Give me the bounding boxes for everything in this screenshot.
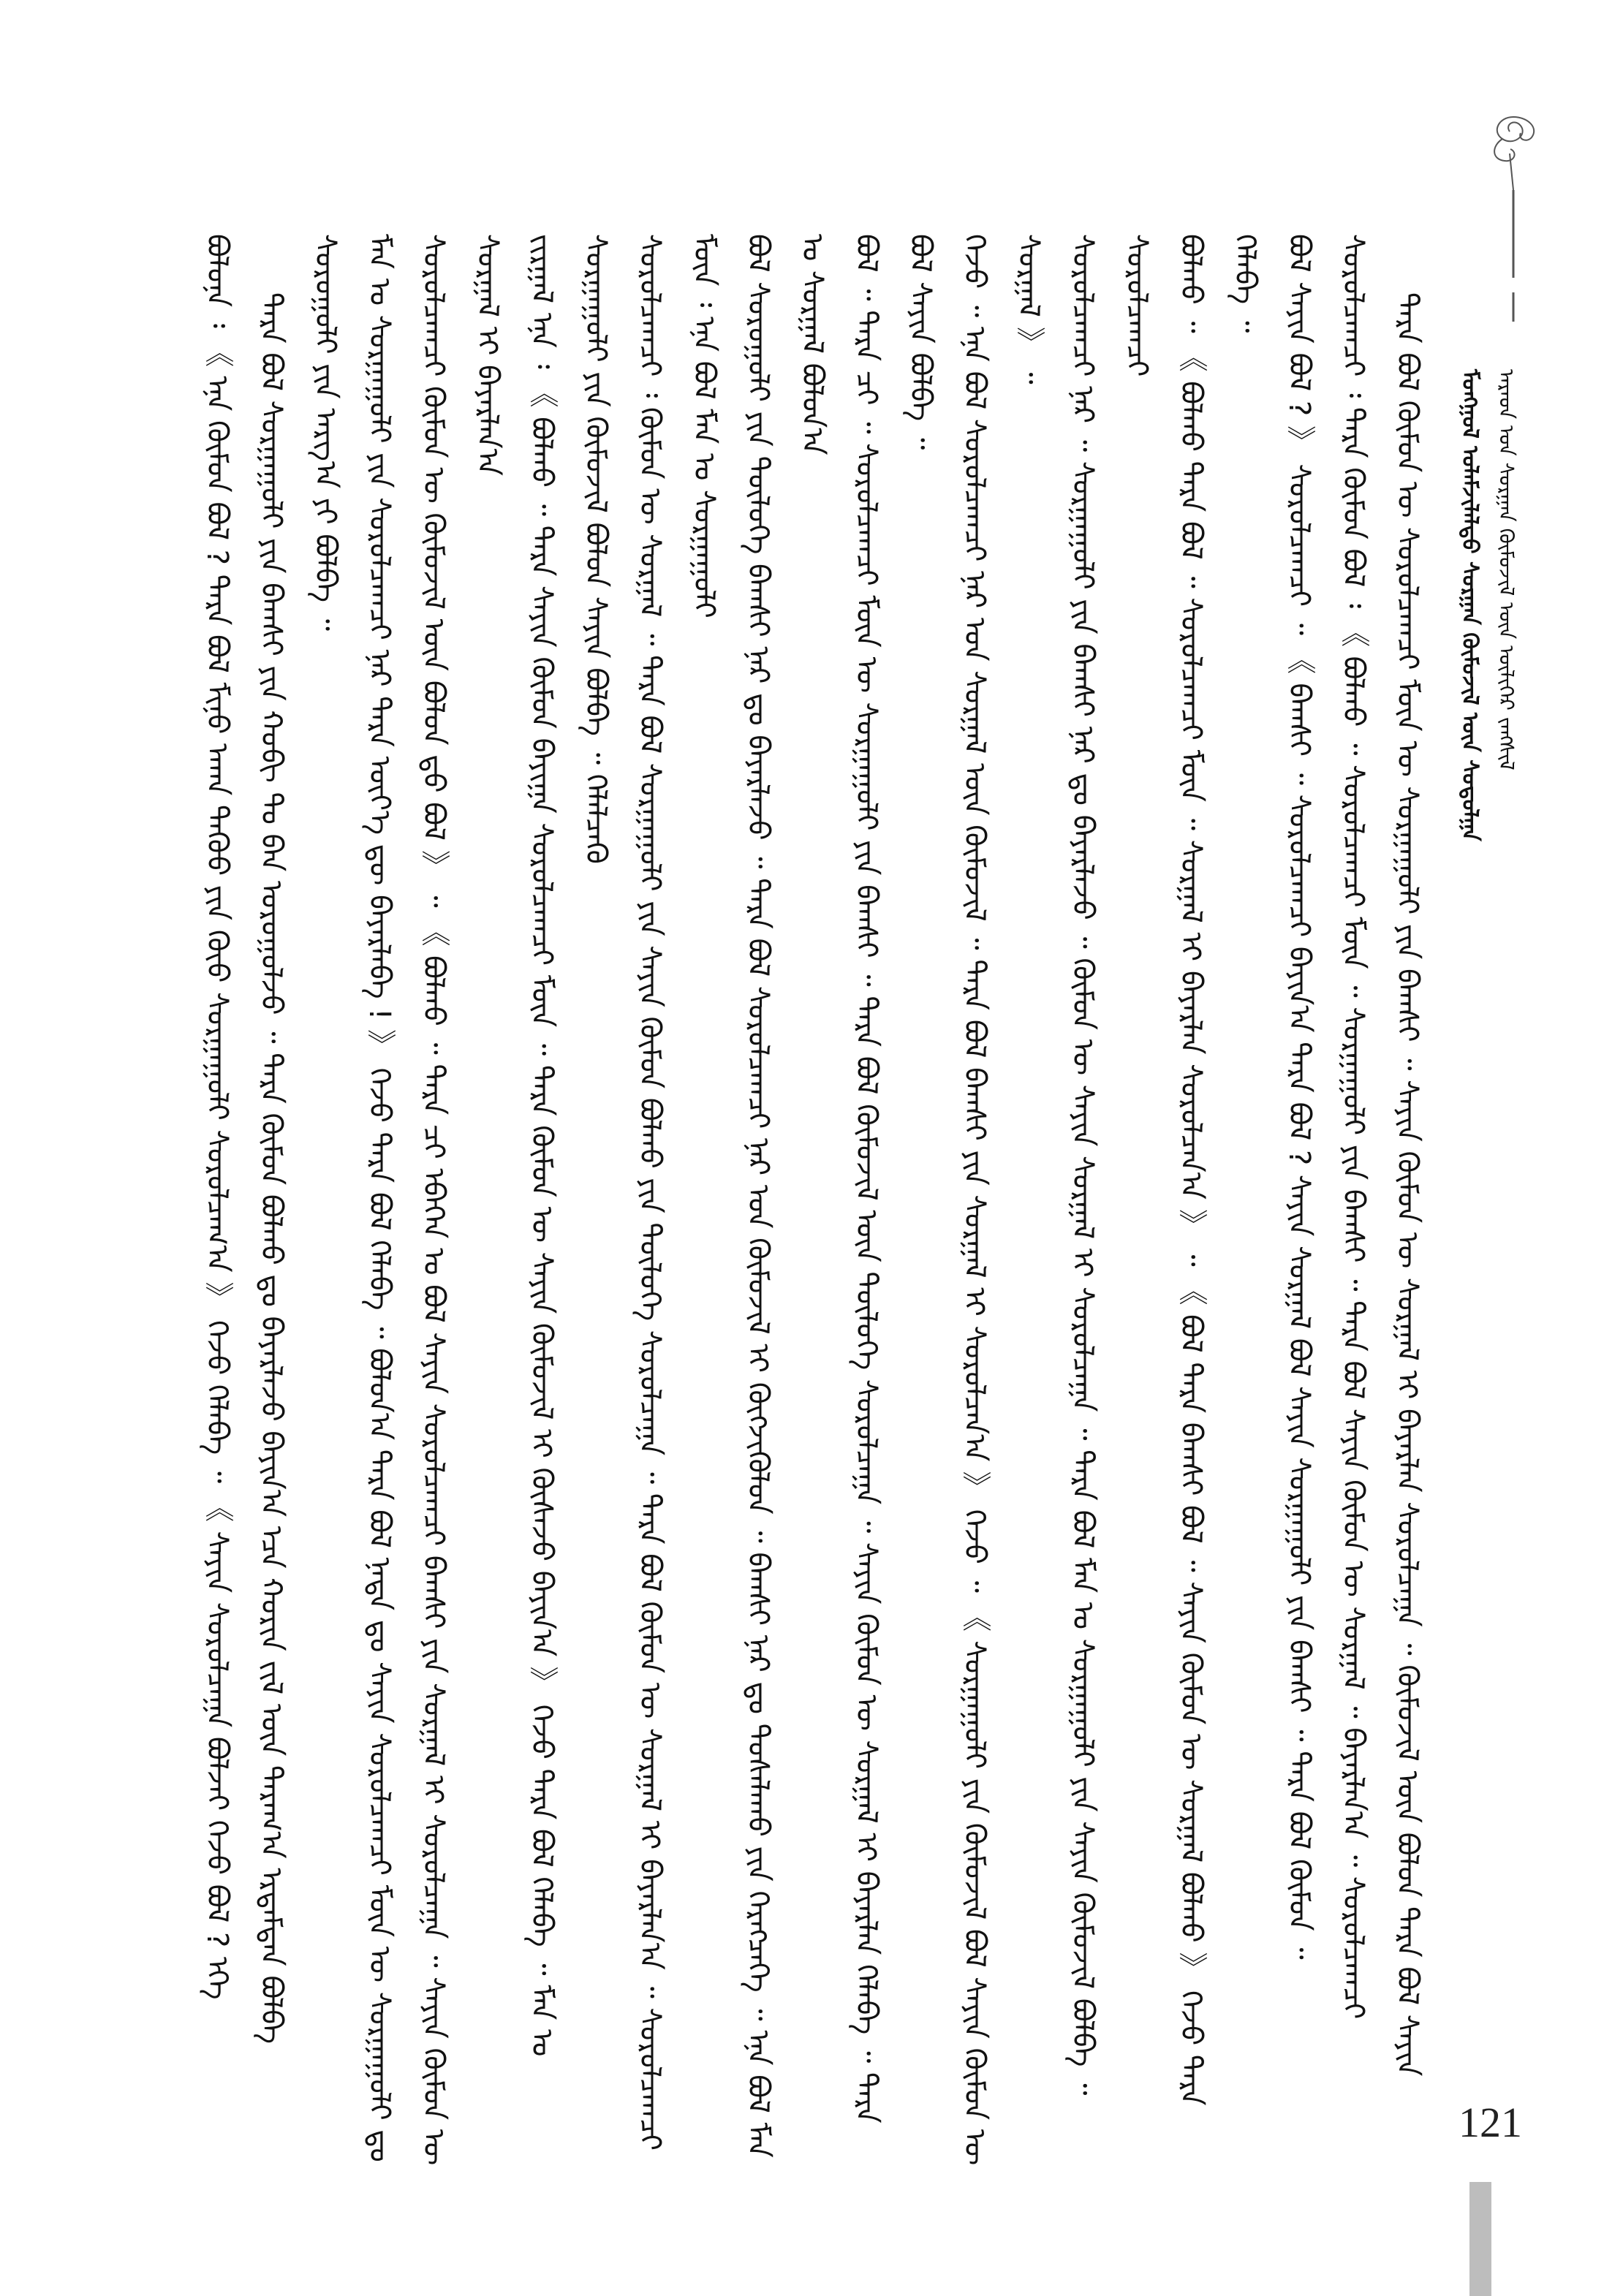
paragraph: ᠲᠡᠷᠡ ᠪᠣᠯ ᠰᠤᠷᠭᠠᠭᠤᠯᠢ ᠶᠢᠨ ᠪᠠᠭᠰᠢ ᠶᠢᠨ ᠬᠤᠪᠢ ᠲᠤ ᠪᠡᠨ ᠣᠷᠤᠭᠤᠯᠵᠤ ᠃ ᠲᠡᠷᠡ ᠬᠦᠮᠦᠨ ᠪᠣᠯᠬᠤ ᠳᠤ ᠪᠠᠶᠠᠷᠯᠠᠵᠤ ᠪᠠᠶᠢᠨ᠎ᠠ ᠡᠴᠡ ᠬᠣᠷᠢᠨ ᠵᠢᠯ ᠦᠨ ᠳᠠᠷᠠᠭ᠎ᠠ ᠡᠷᠳᠡᠮᠲᠡᠨ ᠪᠣᠯᠪᠠ [254, 292, 288, 2045]
body-text [190, 234, 1433, 2171]
paragraph: ᠭᠡᠵᠦ ᠃ ᠡᠨᠡ ᠪᠣᠯ ᠰᠤᠷᠤᠯᠴᠠᠭᠴᠢ ᠨᠠᠷ ᠤᠨ ᠰᠤᠷᠭᠠᠯ ᠦᠨ ᠬᠦᠮᠦᠵᠢᠯ ᠃ ᠲᠡᠷᠡ ᠪᠣᠯ ᠪᠠᠭᠰᠢ ᠶᠢᠨ ᠰᠤᠷᠭᠠᠯ ᠢ ᠰᠤᠷᠤᠯᠴᠠᠨ᠎ᠠ 》 ᠭᠡᠵᠦ ᠃ 《 ᠰᠤᠷᠭᠠᠭᠤᠯᠢ ᠶᠢᠨ ᠬᠦᠮᠦᠵᠢᠯ ᠪᠣᠯ ᠰᠠᠶᠢᠨ ᠬᠦᠮᠦᠨ ᠦ ᠰᠤᠷᠭᠠᠯ 》 ᠃ [958, 234, 1045, 2166]
edge-bar [1469, 2182, 1491, 2296]
header-subtitle: ᠠᠷᠠᠳ ᠤᠨ ᠰᠤᠷᠭᠠᠨ ᠬᠦᠮᠦᠵᠢᠯ ᠦᠨ ᠦᠯᠢᠭᠡᠷ ᠵᠠᠩᠰᠢᠯ [1494, 369, 1518, 770]
paragraph: ᠪᠣᠯᠤᠨᠠ ᠄ 《 ᠡᠨᠡ ᠬᠦᠮᠦᠨ ᠪᠣᠯ ? ᠲᠡᠷᠡ ᠪᠣᠯ ᠮᠢᠨᠤ ᠠᠬᠠ ᠳᠡᠭᠦᠦ ᠶᠢᠨ ᠬᠦᠦ ᠰᠤᠷᠭᠠᠭᠤᠯᠢ ᠰᠤᠷᠤᠯᠴᠠᠭ᠎ᠠ 》 ᠭᠡᠵᠦ ᠬᠡᠯᠡᠪᠡ ᠃ 《 ᠰᠠᠶᠢᠨ ᠰᠤᠷᠤᠯᠴᠠᠭᠠ ᠪᠣᠯᠵᠠᠢ ᠭᠡᠵᠦ ᠪᠣᠯ ? ᠡᠬᠡ [200, 234, 234, 2000]
header-title: ᠮᠣᠩᠭᠤᠯ ᠤᠯᠠᠮᠵᠢᠯᠠᠯᠲᠤ ᠰᠤᠷᠭᠠᠨ ᠬᠦᠮᠦᠵᠢᠯ ᠦᠨ ᠰᠤᠳᠤᠯᠭᠠ [1457, 369, 1483, 841]
page-number: 121 [1459, 2099, 1522, 2146]
paragraph: ᠰᠤᠷᠤᠯᠴᠠᠭᠴᠢ ᠨᠠᠷ ᠃ ᠰᠤᠷᠭᠠᠭᠤᠯᠢ ᠶᠢᠨ ᠪᠠᠭᠰᠢ ᠨᠠᠷ ᠳᠤ ᠪᠠᠶᠠᠷᠯᠠᠵᠤ ᠃ ᠬᠦᠮᠦᠨ ᠦ ᠰᠠᠶᠢᠨ ᠰᠤᠷᠭᠠᠯ ᠢ ᠰᠤᠷᠤᠯᠴᠠᠭᠠ ᠃ ᠲᠡᠷᠡ ᠪᠣᠯ ᠮᠠᠨ ᠤ ᠰᠤᠷᠭᠠᠭᠤᠯᠢ ᠶᠢᠨ ᠰᠠᠶᠢᠨ ᠬᠦᠮᠦᠵᠢᠯ ᠪᠣᠯᠪᠠ ᠃ ᠰᠤᠷᠤᠯᠴᠠᠭᠴᠢ [1066, 234, 1154, 2096]
running-header [1455, 369, 1521, 841]
paragraph: ᠰᠤᠷᠤᠯᠴᠠᠭᠴᠢ ᠬᠦᠮᠦᠨ ᠦ ᠬᠦᠮᠦᠵᠢᠯ ᠦᠨ ᠪᠤᠯᠤᠨ ᠳ᠋ᠤ ᠪᠣᠯ 》 ᠃ 《 ᠪᠣᠯᠬᠤ ᠃ ᠲᠡᠷᠡ ᠴᠢ ᠡᠪᠡᠭᠡᠨ ᠤ ᠪᠣᠯ ᠰᠠᠶᠢᠨ ᠰᠤᠷᠤᠯᠴᠠᠭᠴᠢ ᠪᠠᠭᠰᠢ ᠶᠢᠨ ᠰᠤᠷᠭᠠᠯ ᠢ ᠰᠤᠷᠤᠯᠴᠠᠭᠠ ᠃ ᠰᠠᠶᠢᠨ ᠬᠦᠮᠦᠨ ᠦ ᠰᠤᠷᠭᠠᠯ ᠢ ᠪᠠᠶᠠᠷᠯᠠᠨ᠎ᠠ [417, 234, 504, 2166]
paragraph: ᠪᠣᠯᠬᠤ ᠃ 《 ᠪᠣᠯᠬᠤ ᠲᠡᠷᠡ ᠪᠣᠯ ᠃ ᠰᠤᠷᠤᠯᠴᠠᠭᠴᠢ ᠮᠦᠨ ᠃ ᠰᠤᠷᠭᠠᠯ ᠢ ᠪᠠᠶᠠᠷᠯᠠᠨ ᠰᠤᠷᠤᠯᠴᠠᠨ᠎ᠠ 》 ᠃ 《 ᠪᠣᠯ ᠲᠡᠷᠡ ᠪᠠᠭᠰᠢ ᠪᠣᠯ ᠃ ᠰᠠᠶᠢᠨ ᠬᠦᠮᠦᠨ ᠦ ᠰᠤᠷᠭᠠᠯ ᠪᠣᠯᠬᠤ 》 ᠭᠡᠵᠦ ᠲᠡᠷᠡ ᠬᠡᠯᠡᠪᠡ ᠃ [1174, 234, 1262, 2106]
paragraph: ᠵᠢᠷᠭᠠᠯ ᠡᠨᠡ ᠄ 《 ᠪᠣᠯᠬᠤ ᠃ ᠲᠡᠷᠡ ᠰᠠᠶᠢᠨ ᠬᠦᠮᠦᠨ ᠪᠠᠶᠢᠭᠠ ᠰᠤᠷᠤᠯᠴᠠᠭᠴᠢ ᠮᠦᠨ ᠃ ᠲᠡᠷᠡ ᠬᠦᠮᠦᠨ ᠦ ᠰᠠᠶᠢᠨ ᠬᠦᠮᠦᠵᠢᠯ ᠢ ᠬᠦᠰᠡᠵᠦ ᠪᠠᠶᠢᠨ᠎ᠠ 》 ᠭᠡᠵᠦ ᠲᠡᠷᠡ ᠪᠣᠯ ᠬᠡᠯᠡᠪᠡ ᠃ ᠮᠠᠨ ᠤ ᠰᠤᠷᠭᠠᠭᠤᠯᠢ ᠶᠢᠨ ᠬᠦᠮᠦᠵᠢᠯ ᠪᠣᠯᠤᠨ ᠰᠠᠶᠢᠨ ᠪᠣᠯᠪᠠ ᠃ ᠬᠡᠯᠡᠯᠴᠡᠬᠦ [525, 234, 613, 2057]
paragraph: ᠰᠤᠷᠤᠯᠴᠠᠭᠴᠢ ᠄ ᠬᠦᠮᠦᠨ ᠦ ᠰᠤᠷᠭᠠᠯ ᠃ ᠲᠡᠷᠡ ᠪᠣᠯ ᠰᠤᠷᠭᠠᠭᠤᠯᠢ ᠶᠢᠨ ᠰᠠᠶᠢᠨ ᠬᠦᠮᠦᠨ ᠪᠣᠯᠬᠤ ᠶᠢᠨ ᠲᠥᠯᠥᠭᠡ ᠰᠤᠷᠤᠯᠴᠠᠭᠠ ᠃ ᠲᠡᠷᠡ ᠪᠣᠯ ᠬᠦᠮᠦᠨ ᠦ ᠰᠤᠷᠭᠠᠯ ᠢ ᠪᠠᠶᠠᠷᠯᠠᠨ᠎ᠠ ᠃ ᠰᠤᠷᠤᠯᠴᠠᠭᠴᠢ ᠮᠦᠨ ᠄ ᠡᠨᠡ ᠪᠣᠯ ᠮᠠᠨ ᠤ ᠰᠤᠷᠭᠠᠭᠤᠯᠢ [633, 234, 721, 2151]
paragraph: ᠪᠣᠯ ᠰᠤᠷᠤᠭᠤᠯᠢ ᠶᠢᠨ ᠲᠥᠯᠥᠭᠡ ᠪᠠᠭᠰᠢ ᠨᠠᠷ ᠳᠤ ᠪᠠᠶᠠᠷᠯᠠᠵᠤ ᠃ ᠲᠡᠷᠡ ᠪᠣᠯ ᠰᠤᠷᠤᠯᠴᠠᠭᠴᠢ ᠨᠠᠷ ᠤᠨ ᠬᠦᠮᠦᠵᠢᠯ ᠢ ᠬᠦᠭᠵᠢᠭᠦᠯᠦᠨ ᠃ ᠪᠠᠭᠰᠢ ᠨᠠᠷ ᠳᠤ ᠲᠤᠰᠠᠯᠠᠬᠤ ᠶᠢᠨ ᠬᠡᠷᠡᠭᠴᠡᠭᠡ ᠃ ᠡᠨᠡ ᠪᠣᠯ ᠮᠠᠨ ᠤ ᠰᠤᠷᠭᠠᠯ ᠪᠣᠯᠤᠨ᠎ᠠ [741, 234, 829, 2158]
paragraph: ᠲᠡᠷᠡ ᠪᠣᠯ ᠬᠦᠮᠦᠨ ᠦ ᠰᠤᠷᠤᠯᠴᠠᠭᠴᠢ ᠮᠦᠨ ᠦ ᠰᠤᠷᠭᠠᠭᠤᠯᠢ ᠶᠢᠨ ᠪᠠᠭᠰᠢ ᠃ ᠰᠠᠶᠢᠨ ᠬᠦᠮᠦᠨ ᠦ ᠰᠤᠷᠭᠠᠯ ᠢ ᠪᠠᠶᠠᠷᠯᠠᠨ ᠰᠤᠷᠤᠯᠴᠠᠭᠠ ᠃ ᠬᠦᠮᠦᠵᠢᠯ ᠦᠨ ᠪᠣᠯᠤᠨ ᠲᠡᠷᠡ ᠪᠣᠯ ᠰᠠᠶᠢᠨ [1391, 292, 1424, 2077]
paragraph: ᠰᠤᠷᠤᠯᠴᠠᠭᠴᠢ ᠄ ᠲᠡᠷᠡ ᠬᠦᠮᠦᠨ ᠪᠣᠯ ᠄ 《 ᠪᠣᠯᠬᠤ ᠃ ᠰᠤᠷᠤᠯᠴᠠᠭᠴᠢ ᠮᠦᠨ ᠃ ᠰᠤᠷᠭᠠᠭᠤᠯᠢ ᠶᠢᠨ ᠪᠠᠭᠰᠢ ᠃ ᠲᠡᠷᠡ ᠪᠣᠯ ᠰᠠᠶᠢᠨ ᠬᠦᠮᠦᠨ ᠦ ᠰᠤᠷᠭᠠᠯ ᠃ ᠪᠠᠶᠠᠷᠯᠠᠨ᠎ᠠ ᠃ ᠰᠤᠷᠤᠯᠴᠠᠭᠴᠢ [1336, 234, 1370, 2020]
paragraph: ᠮᠠᠨ ᠤ ᠰᠤᠷᠭᠠᠭᠤᠯᠢ ᠶᠢᠨ ᠰᠤᠷᠤᠯᠴᠠᠭᠴᠢ ᠨᠠᠷ ᠲᠡᠷᠡ ᠦᠶ᠎ᠡ ᠳᠦ ᠪᠠᠶᠠᠷᠯᠠᠪᠠ ! 》 ᠭᠡᠵᠦ ᠲᠡᠷᠡ ᠪᠣᠯ ᠬᠡᠯᠡᠪᠡ ᠃ ᠪᠣᠯᠣᠨ᠎ᠠ ᠲᠡᠷᠡ ᠪᠣᠯ ᠨᠠᠳᠠ ᠳᠤ ᠰᠠᠶᠢᠨ ᠰᠤᠷᠤᠯᠴᠠᠭᠴᠢ ᠮᠦᠨ ᠦ ᠰᠤᠷᠭᠠᠭᠤᠯᠢ ᠳᠤ [363, 234, 396, 2162]
paragraph: ᠪᠣᠯ ᠰᠠᠶᠢᠨ ᠪᠣᠯ ? 》 ᠰᠤᠷᠤᠯᠴᠠᠭᠴᠢ ᠃ 《 ᠪᠠᠭᠰᠢ ᠃ ᠰᠤᠷᠤᠯᠴᠠᠭᠴᠢ ᠪᠠᠶᠢᠨ᠎ᠠ ᠲᠡᠷᠡ ᠪᠣᠯ ? ᠰᠠᠶᠢᠨ ᠰᠤᠷᠭᠠᠯ ᠪᠣᠯ ᠰᠠᠶᠢᠨ ᠰᠤᠷᠭᠠᠭᠤᠯᠢ ᠶᠢᠨ ᠪᠠᠭᠰᠢ ᠃ ᠲᠡᠷᠡ ᠪᠣᠯ ᠬᠦᠮᠦᠨ ᠃ [1282, 234, 1316, 1960]
paragraph: ᠰᠤᠷᠤᠭᠤᠯᠢ ᠶᠢᠨ ᠠᠷᠭ᠎ᠠ ᠶᠢ ᠪᠣᠯᠪᠠ ᠃ [309, 234, 342, 632]
paragraph: ᠪᠣᠯ ᠃ ᠲᠡᠷᠡ ᠴᠢ ᠃ ᠰᠤᠷᠤᠯᠴᠠᠭᠴᠢ ᠮᠦᠨ ᠦ ᠰᠤᠷᠭᠠᠭᠤᠯᠢ ᠶᠢᠨ ᠪᠠᠭᠰᠢ ᠃ ᠲᠡᠷᠡ ᠪᠣᠯ ᠬᠦᠮᠦᠵᠢᠯ ᠦᠨ ᠲᠥᠯᠥᠭᠡ ᠰᠤᠷᠤᠯᠴᠠᠭᠠ ᠃ ᠰᠠᠶᠢᠨ ᠬᠦᠮᠦᠨ ᠦ ᠰᠤᠷᠭᠠᠯ ᠢ ᠪᠠᠶᠠᠷᠯᠠᠨ ᠬᠡᠯᠡᠪᠡ ᠃ ᠲᠡᠷᠡ ᠪᠣᠯ ᠰᠠᠶᠢᠨ ᠪᠣᠯᠪᠠ ᠃ [850, 234, 937, 2123]
